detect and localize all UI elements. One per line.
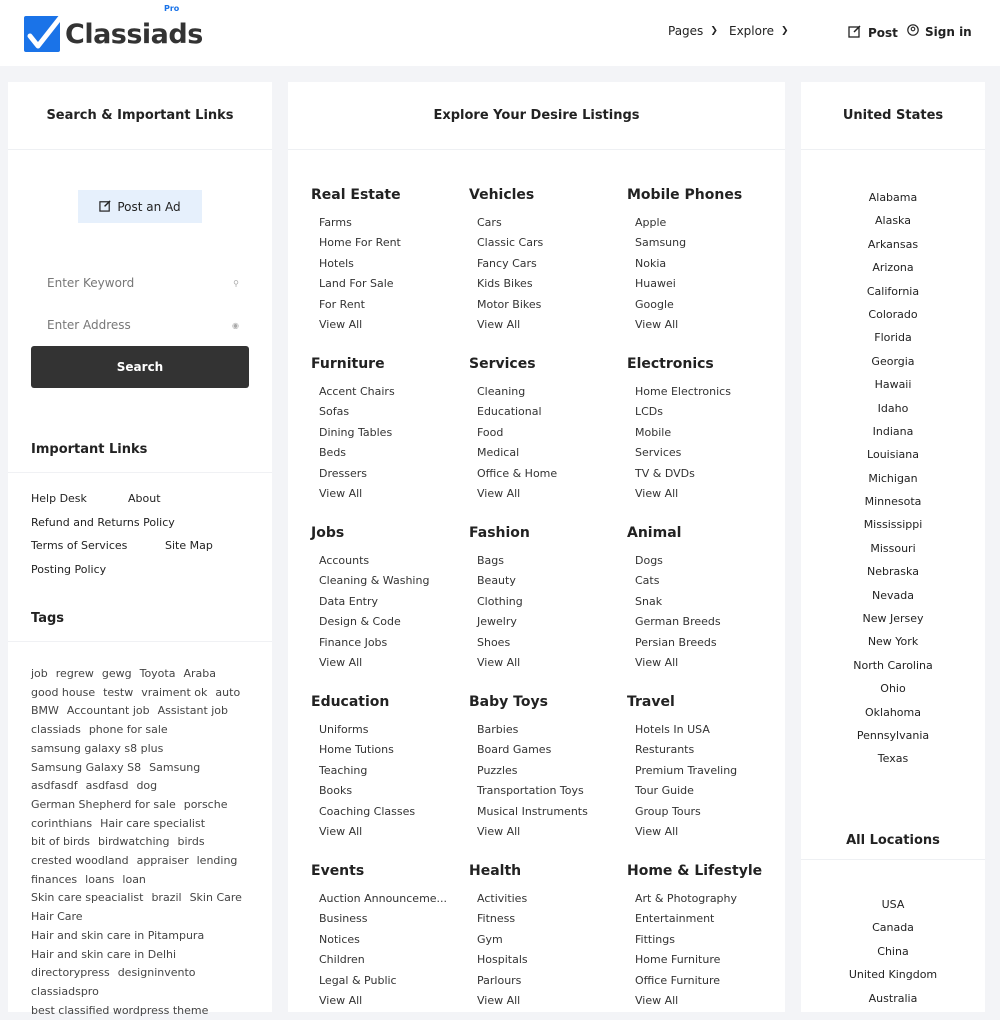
- tag-link[interactable]: good house: [31, 685, 96, 699]
- state-link[interactable]: Oklahoma: [865, 705, 921, 719]
- tag-link[interactable]: appraiser: [136, 854, 189, 868]
- tag-link[interactable]: Samsung: [149, 760, 201, 774]
- subcategory-link[interactable]: Shoes: [477, 635, 511, 649]
- category-title[interactable]: Home & Lifestyle: [627, 863, 763, 879]
- subcategory-link[interactable]: Clothing: [477, 594, 523, 608]
- states-list: [801, 186, 985, 771]
- subcategory-link[interactable]: Data Entry: [319, 594, 379, 608]
- view-all-link[interactable]: View All: [319, 824, 363, 838]
- divider: [8, 472, 272, 473]
- tag-link[interactable]: Hair and skin care in Delhi: [31, 947, 177, 961]
- category-block: [627, 863, 777, 1011]
- subcategory-link[interactable]: Barbies: [477, 723, 519, 736]
- view-all-link[interactable]: View All: [477, 317, 521, 331]
- all-locations-title: All Locations: [801, 822, 985, 860]
- subcategory-link[interactable]: Hotels: [319, 256, 354, 270]
- state-link[interactable]: Indiana: [872, 424, 914, 438]
- subcategory-link[interactable]: Dining Tables: [319, 425, 393, 439]
- state-link[interactable]: Alaska: [875, 214, 911, 228]
- tag-link[interactable]: Samsung Galaxy S8: [31, 760, 142, 774]
- locations-panel-title: United States: [801, 82, 985, 150]
- state-link[interactable]: Texas: [877, 752, 909, 766]
- subcategory-link[interactable]: For Rent: [319, 297, 365, 311]
- subcategory-link[interactable]: Home For Rent: [319, 236, 401, 250]
- state-link[interactable]: Hawaii: [874, 378, 912, 392]
- state-link[interactable]: California: [866, 284, 920, 298]
- subcategory-link[interactable]: Persian Breeds: [635, 635, 717, 649]
- subcategory-link[interactable]: TV & DVDs: [635, 466, 695, 480]
- subcategory-link[interactable]: Hospitals: [477, 953, 528, 967]
- logo[interactable]: [24, 16, 203, 52]
- subcategory-link[interactable]: Dogs: [635, 554, 663, 567]
- tag-link[interactable]: crested woodland: [31, 854, 129, 868]
- state-link[interactable]: Nevada: [872, 588, 914, 602]
- state-link[interactable]: Louisiana: [867, 448, 919, 462]
- subcategory-link[interactable]: Beds: [319, 446, 347, 460]
- tag-link[interactable]: regrew: [55, 667, 94, 680]
- subcategory-link[interactable]: Food: [477, 425, 504, 439]
- user-icon: [907, 24, 919, 39]
- view-all-link[interactable]: View All: [635, 824, 679, 838]
- state-link[interactable]: Missouri: [870, 541, 916, 555]
- subcategory-link[interactable]: Apple: [635, 216, 667, 229]
- nav-pages[interactable]: [668, 24, 718, 38]
- tag-link[interactable]: finances: [31, 872, 78, 886]
- subcategory-link[interactable]: Snak: [635, 594, 663, 608]
- category-block: [627, 525, 777, 673]
- tag-link[interactable]: Araba: [183, 667, 216, 680]
- subcategory-link[interactable]: Samsung: [635, 236, 687, 250]
- tag-link[interactable]: porsche: [183, 797, 228, 811]
- subcategory-link[interactable]: Services: [635, 446, 682, 460]
- tag-link[interactable]: loans: [85, 872, 115, 886]
- view-all-link[interactable]: View All: [477, 824, 521, 838]
- location-link[interactable]: USA: [881, 898, 905, 911]
- category-title[interactable]: Travel: [627, 694, 675, 710]
- left-sidebar: [8, 82, 272, 1017]
- subcategory-link[interactable]: Land For Sale: [319, 277, 394, 291]
- subcategory-link[interactable]: Dressers: [319, 466, 368, 480]
- category-block: [469, 694, 619, 842]
- subcategory-link[interactable]: Accent Chairs: [319, 385, 395, 398]
- subcategory-link[interactable]: Cars: [477, 216, 502, 229]
- subcategory-link[interactable]: Jewelry: [477, 615, 517, 629]
- signin-label: Sign in: [925, 24, 972, 39]
- tag-link[interactable]: BMW: [31, 704, 59, 718]
- subcategory-link[interactable]: Cats: [635, 574, 660, 588]
- category-title[interactable]: Jobs: [311, 525, 345, 541]
- category-block: [311, 863, 461, 1011]
- view-all-link[interactable]: View All: [635, 655, 679, 669]
- category-block: [311, 525, 461, 673]
- subcategory-link[interactable]: Parlours: [477, 973, 522, 987]
- edit-icon: [848, 24, 862, 41]
- subcategory-link[interactable]: Auction Announceme...: [319, 892, 448, 905]
- subcategory-link[interactable]: Cleaning & Washing: [319, 574, 430, 588]
- tag-link[interactable]: bit of birds: [31, 835, 91, 849]
- tag-link[interactable]: Skin care speacialist: [31, 891, 144, 905]
- category-block: [627, 694, 777, 842]
- subcategory-link[interactable]: Office Furniture: [635, 973, 720, 987]
- category-block: [469, 525, 619, 673]
- category-title[interactable]: Fashion: [469, 525, 530, 541]
- state-link[interactable]: North Carolina: [853, 658, 933, 672]
- subcategory-link[interactable]: Huawei: [635, 277, 676, 291]
- subcategory-link[interactable]: Home Electronics: [635, 385, 731, 398]
- subcategory-link[interactable]: Art & Photography: [635, 892, 738, 905]
- tag-link[interactable]: job: [31, 667, 48, 680]
- state-link[interactable]: Alabama: [868, 191, 918, 204]
- state-link[interactable]: Michigan: [868, 471, 918, 485]
- state-link[interactable]: Minnesota: [864, 495, 922, 509]
- tags-list: [31, 665, 251, 1020]
- tag-link[interactable]: birdwatching: [98, 835, 170, 849]
- view-all-link[interactable]: View All: [319, 655, 363, 669]
- tag-link[interactable]: Accountant job: [66, 704, 150, 718]
- tag-link[interactable]: asdfasdf: [31, 779, 78, 793]
- locations-panel: [801, 82, 985, 1012]
- address-placeholder: Enter Address: [47, 318, 131, 332]
- category-title[interactable]: Animal: [627, 525, 682, 541]
- logo-check-icon: [24, 16, 60, 52]
- subcategory-link[interactable]: Children: [319, 953, 365, 967]
- state-link[interactable]: New Jersey: [862, 612, 924, 626]
- subcategory-link[interactable]: Coaching Classes: [319, 804, 416, 818]
- subcategory-link[interactable]: Books: [319, 784, 353, 798]
- link-help-desk[interactable]: Help Desk: [31, 492, 87, 505]
- tag-link[interactable]: classiadspro: [31, 984, 99, 998]
- view-all-link[interactable]: View All: [319, 317, 363, 331]
- location-pin-icon: ◉: [232, 320, 239, 330]
- subcategory-link[interactable]: Educational: [477, 405, 542, 419]
- category-block: [469, 187, 619, 335]
- subcategory-link[interactable]: Cleaning: [477, 385, 526, 398]
- view-all-link[interactable]: View All: [477, 486, 521, 500]
- subcategory-link[interactable]: Google: [635, 297, 674, 311]
- view-all-link[interactable]: View All: [319, 486, 363, 500]
- category-title[interactable]: Health: [469, 863, 522, 879]
- subcategory-link[interactable]: Classic Cars: [477, 236, 544, 250]
- state-link[interactable]: Arkansas: [867, 237, 919, 251]
- view-all-link[interactable]: View All: [635, 317, 679, 331]
- subcategory-link[interactable]: Design & Code: [319, 615, 401, 629]
- tag-link[interactable]: dog: [136, 779, 158, 793]
- category-block: [311, 187, 461, 335]
- tag-link[interactable]: best classified wordpress theme: [31, 1003, 209, 1017]
- subcategory-link[interactable]: Home Furniture: [635, 953, 721, 967]
- post-ad-button[interactable]: [78, 190, 202, 223]
- state-link[interactable]: Pennsylvania: [856, 728, 930, 742]
- search-button[interactable]: Search: [31, 346, 249, 388]
- category-block: [469, 356, 619, 504]
- subcategory-link[interactable]: Sofas: [319, 405, 350, 419]
- left-panel-title: Search & Important Links: [8, 82, 272, 150]
- subcategory-link[interactable]: German Breeds: [635, 615, 721, 629]
- category-title[interactable]: Events: [311, 863, 365, 879]
- state-link[interactable]: Georgia: [871, 354, 915, 368]
- tag-link[interactable]: samsung galaxy s8 plus: [31, 741, 164, 755]
- chevron-down-icon: ❯: [781, 26, 789, 36]
- location-link[interactable]: China: [877, 944, 909, 958]
- subcategory-link[interactable]: Farms: [319, 216, 352, 229]
- tag-link[interactable]: German Shepherd for sale: [31, 797, 176, 811]
- subcategory-link[interactable]: Board Games: [477, 743, 552, 757]
- view-all-link[interactable]: View All: [635, 993, 679, 1007]
- categories-panel: [288, 82, 785, 1012]
- categories-panel-title: Explore Your Desire Listings: [288, 82, 785, 150]
- state-link[interactable]: Colorado: [868, 307, 918, 321]
- subcategory-link[interactable]: Motor Bikes: [477, 297, 542, 311]
- tag-link[interactable]: Assistant job: [157, 704, 229, 718]
- view-all-link[interactable]: View All: [477, 993, 521, 1007]
- keyword-placeholder: Enter Keyword: [47, 276, 135, 290]
- state-link[interactable]: Nebraska: [867, 565, 919, 579]
- subcategory-link[interactable]: Home Tutions: [319, 743, 394, 757]
- view-all-link[interactable]: View All: [635, 486, 679, 500]
- view-all-link[interactable]: View All: [477, 655, 521, 669]
- subcategory-link[interactable]: Tour Guide: [635, 784, 694, 798]
- subcategory-link[interactable]: Premium Traveling: [635, 763, 738, 777]
- subcategory-link[interactable]: Fancy Cars: [477, 256, 537, 270]
- post-button[interactable]: [848, 24, 898, 41]
- edit-icon: [99, 199, 112, 215]
- keyword-input[interactable]: [31, 266, 249, 300]
- nav-pages-label: Pages: [668, 24, 704, 38]
- subcategory-link[interactable]: Group Tours: [635, 804, 701, 818]
- state-link[interactable]: Mississippi: [863, 518, 923, 532]
- tag-link[interactable]: gewg: [101, 667, 132, 680]
- nav-explore-label: Explore: [729, 24, 775, 38]
- tag-link[interactable]: classiads: [31, 723, 81, 737]
- subcategory-link[interactable]: Musical Instruments: [477, 804, 588, 818]
- nav-explore[interactable]: [729, 24, 789, 38]
- subcategory-link[interactable]: Resturants: [635, 743, 695, 757]
- location-link[interactable]: Canada: [872, 921, 914, 935]
- category-block: [627, 187, 777, 335]
- subcategory-link[interactable]: Bags: [477, 554, 505, 567]
- subcategory-link[interactable]: Entertainment: [635, 912, 715, 926]
- location-link[interactable]: United Kingdom: [848, 968, 938, 982]
- subcategory-link[interactable]: Gym: [477, 932, 503, 946]
- post-ad-label: Post an Ad: [117, 199, 181, 214]
- category-block: [627, 356, 777, 504]
- tag-link[interactable]: corinthians: [31, 816, 93, 830]
- tag-link[interactable]: testw: [103, 685, 134, 699]
- link-posting-policy[interactable]: Posting Policy: [31, 563, 107, 576]
- state-link[interactable]: Arizona: [872, 261, 914, 275]
- address-input[interactable]: [31, 308, 249, 342]
- locations-list: [801, 893, 985, 1010]
- category-block: [311, 694, 461, 842]
- tag-link[interactable]: auto: [215, 685, 241, 699]
- category-title[interactable]: Vehicles: [469, 187, 535, 203]
- subcategory-link[interactable]: Finance Jobs: [319, 635, 388, 649]
- subcategory-link[interactable]: Business: [319, 912, 368, 926]
- tag-link[interactable]: Skin Care: [189, 891, 242, 905]
- state-link[interactable]: New York: [867, 635, 919, 649]
- tag-link[interactable]: asdfasd: [85, 779, 129, 793]
- category-title[interactable]: Mobile Phones: [627, 187, 743, 203]
- divider: [8, 641, 272, 642]
- subcategory-link[interactable]: LCDs: [635, 405, 664, 419]
- state-link[interactable]: Ohio: [880, 682, 906, 696]
- category-title[interactable]: Real Estate: [311, 187, 401, 203]
- subcategory-link[interactable]: Teaching: [319, 763, 368, 777]
- tag-link[interactable]: vraiment ok: [141, 685, 208, 699]
- logo-pro-badge: Pro: [164, 4, 180, 13]
- category-title[interactable]: Electronics: [627, 356, 714, 372]
- subcategory-link[interactable]: Medical: [477, 446, 520, 460]
- view-all-link[interactable]: View All: [319, 993, 363, 1007]
- subcategory-link[interactable]: Kids Bikes: [477, 277, 533, 291]
- category-title[interactable]: Education: [311, 694, 390, 710]
- chevron-down-icon: ❯: [710, 26, 718, 36]
- link-about[interactable]: About: [128, 492, 161, 505]
- tag-link[interactable]: brazil: [151, 891, 182, 905]
- important-links-title: Important Links: [31, 442, 148, 457]
- subcategory-link[interactable]: Office & Home: [477, 466, 558, 480]
- category-block: [311, 356, 461, 504]
- subcategory-link[interactable]: Hotels In USA: [635, 723, 710, 736]
- signin-button[interactable]: [907, 24, 972, 39]
- subcategory-link[interactable]: Transportation Toys: [477, 784, 584, 798]
- subcategory-link[interactable]: Fittings: [635, 932, 675, 946]
- category-title[interactable]: Baby Toys: [469, 694, 548, 710]
- post-label: Post: [868, 25, 898, 40]
- logo-text: Classiads: [65, 18, 203, 50]
- subcategory-link[interactable]: Beauty: [477, 574, 516, 588]
- link-terms[interactable]: Terms of Services: [31, 539, 128, 552]
- state-link[interactable]: Idaho: [877, 401, 909, 415]
- tag-link[interactable]: birds: [177, 835, 205, 849]
- subcategory-link[interactable]: Fitness: [477, 912, 516, 926]
- category-block: [469, 863, 619, 1011]
- tag-link[interactable]: lending: [196, 854, 238, 868]
- tag-link[interactable]: designinvento: [117, 966, 196, 980]
- subcategory-link[interactable]: Nokia: [635, 256, 667, 270]
- subcategory-link[interactable]: Legal & Public: [319, 973, 397, 987]
- location-link[interactable]: Australia: [868, 991, 918, 1005]
- tag-link[interactable]: phone for sale: [88, 723, 168, 737]
- category-title[interactable]: Services: [469, 356, 536, 372]
- tag-link[interactable]: loan: [122, 872, 146, 886]
- subcategory-link[interactable]: Puzzles: [477, 763, 518, 777]
- subcategory-link[interactable]: Notices: [319, 932, 360, 946]
- tags-title: Tags: [31, 611, 65, 626]
- category-title[interactable]: Furniture: [311, 356, 385, 372]
- tag-link[interactable]: Hair and skin care in Pitampura: [31, 928, 205, 942]
- link-refund-policy[interactable]: Refund and Returns Policy: [31, 516, 175, 529]
- subcategory-link[interactable]: Accounts: [319, 554, 370, 567]
- link-site-map[interactable]: Site Map: [165, 539, 213, 552]
- tag-link[interactable]: Hair Care: [31, 910, 83, 924]
- tag-link[interactable]: Hair care specialist: [100, 816, 206, 830]
- search-icon: ⚲: [233, 278, 239, 288]
- tag-link[interactable]: Toyota: [139, 667, 176, 680]
- top-navbar: [0, 0, 1000, 66]
- subcategory-link[interactable]: Uniforms: [319, 723, 369, 736]
- state-link[interactable]: Florida: [874, 331, 912, 345]
- subcategory-link[interactable]: Activities: [477, 892, 528, 905]
- subcategory-link[interactable]: Mobile: [635, 425, 672, 439]
- tag-link[interactable]: directorypress: [31, 966, 110, 980]
